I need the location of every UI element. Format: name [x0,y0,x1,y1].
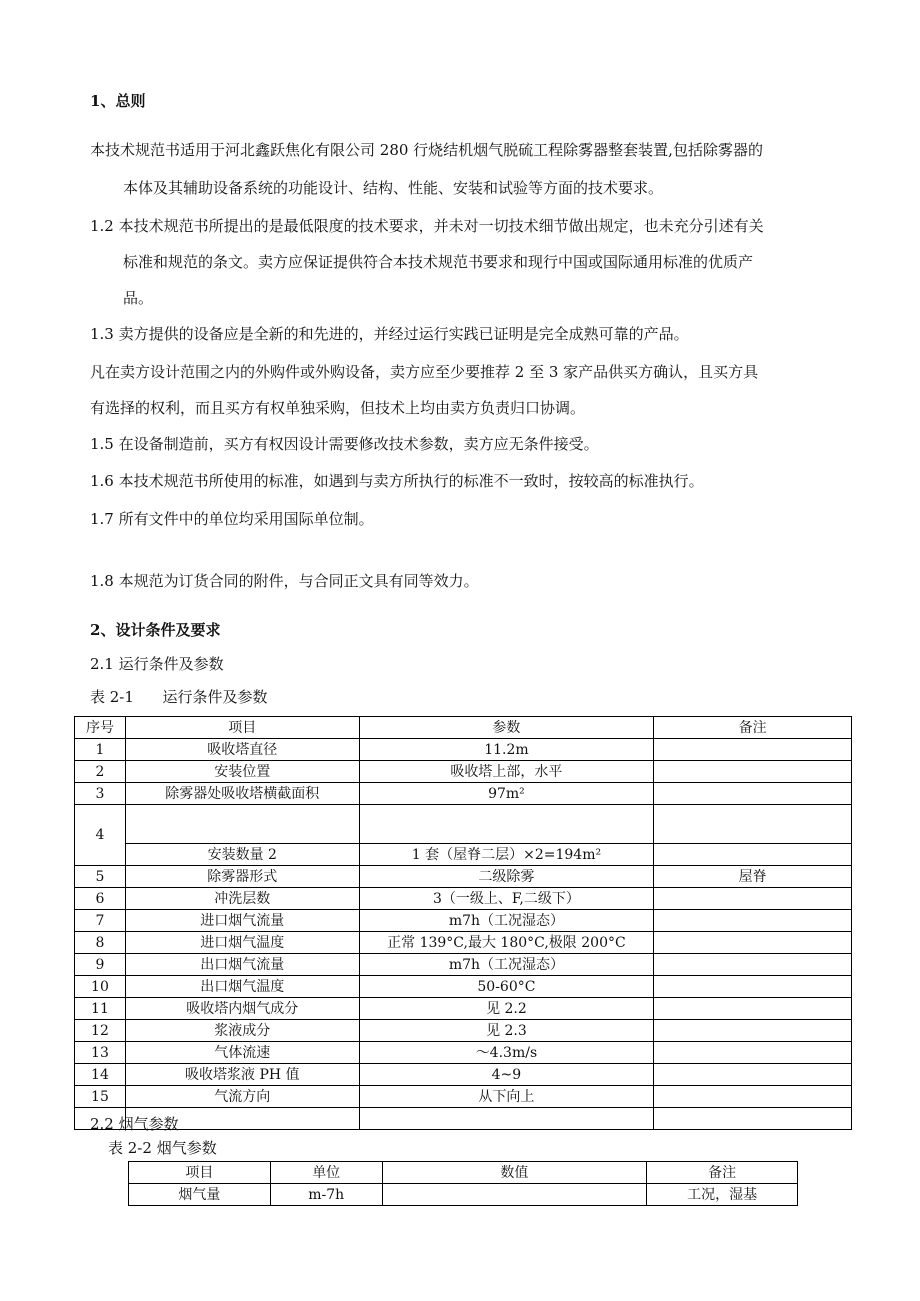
table-cell: 50-60°C [359,976,654,998]
para-1-4-line2: 有选择的权利，而且买方有权单独采购，但技术上均由卖方负责归口协调。 [90,399,586,417]
section-1-number: 1 [90,92,101,110]
table-cell [654,783,852,805]
table-2-1 [74,716,852,1130]
table-cell: 5 [75,866,126,888]
table-cell [654,910,852,932]
table-cell: 6 [75,888,126,910]
para-1-5: 1.5 在设备制造前，买方有权因设计需要修改技术参数，卖方应无条件接受。 [90,435,599,453]
table-cell: 屋脊 [654,866,852,888]
table-cell: 4 [75,805,126,866]
table-cell [654,976,852,998]
table-cell [654,805,852,844]
table-cell: 12 [75,1020,126,1042]
table-cell: 15 [75,1086,126,1108]
table-header-row [75,717,852,739]
table-header-cell: 参数 [359,717,654,739]
table-cell: 吸收塔浆液 PH 值 [125,1064,359,1086]
table-cell [382,1184,647,1206]
subsection-2-2-heading: 2.2 烟气参数 [90,1115,179,1133]
table-cell [654,1108,852,1130]
table-row [75,1086,852,1108]
table-row [129,1184,798,1206]
table-cell: 出口烟气温度 [125,976,359,998]
table-cell: 10 [75,976,126,998]
table-cell: 从下向上 [359,1086,654,1108]
para-1-4-line1: 凡在卖方设计范围之内的外购件或外购设备，卖方应至少要推荐 2 至 3 家产品供买方确认，且买方具 [90,363,759,381]
table-row [75,866,852,888]
table-cell: 进口烟气流量 [125,910,359,932]
table-row [75,805,852,844]
table-cell [125,805,359,844]
table-row [75,739,852,761]
table-cell: 11.2m [359,739,654,761]
table-header-cell: 单位 [270,1162,382,1184]
table-row [75,954,852,976]
table-row [75,761,852,783]
para-1-2-line1: 1.2 本技术规范书所提出的是最低限度的技术要求，并未对一切技术细节做出规定，也未充分引述有关 [90,217,764,235]
section-2-number: 2 [90,621,101,639]
table-cell: 9 [75,954,126,976]
table-cell: 13 [75,1042,126,1064]
table-cell [654,844,852,866]
table-cell: 8 [75,932,126,954]
table-cell: 14 [75,1064,126,1086]
table-cell [654,932,852,954]
table-cell: 3 [75,783,126,805]
table-cell [654,761,852,783]
table-2-2-caption: 表 2-2 烟气参数 [108,1139,217,1157]
table-cell: 3（一级上、F,二级下） [359,888,654,910]
para-1-8: 1.8 本规范为订货合同的附件，与合同正文具有同等效力。 [90,572,479,590]
table-row [75,1064,852,1086]
para-1-3: 1.3 卖方提供的设备应是全新的和先进的，并经过运行实践已证明是完全成熟可靠的产品。 [90,325,689,343]
table-cell: 浆液成分 [125,1020,359,1042]
table-cell [654,888,852,910]
table-cell [359,1108,654,1130]
table-cell: 安装数量 2 [125,844,359,866]
table-row [75,976,852,998]
table-cell: ～4.3m/s [359,1042,654,1064]
table-cell [654,954,852,976]
table-cell: m7h（工况湿态） [359,910,654,932]
section-1-title: 、总则 [100,92,146,110]
table-cell [654,1064,852,1086]
table-row [75,998,852,1020]
table-2-1-caption: 表 2-1 运行条件及参数 [90,688,268,706]
table-cell: m7h（工况湿态） [359,954,654,976]
section-2-heading [90,620,220,640]
para-1-1-line1: 本技术规范书适用于河北鑫跃焦化有限公司 280 行烧结机烟气脱硫工程除雾器整套装置,包括除雾器的 [90,141,763,159]
para-1-6: 1.6 本技术规范书所使用的标准，如遇到与卖方所执行的标准不一致时，按较高的标准执行。 [90,472,704,490]
table-header-cell: 项目 [125,717,359,739]
subsection-2-1-heading: 2.1 运行条件及参数 [90,655,224,673]
table-row [75,844,852,866]
table-row [75,910,852,932]
table-cell: 见 2.3 [359,1020,654,1042]
table-cell: 除雾器处吸收塔横截面积 [125,783,359,805]
table-cell: 吸收塔内烟气成分 [125,998,359,1020]
table-cell: 1 [75,739,126,761]
table-cell: 2 [75,761,126,783]
table-cell [654,998,852,1020]
table-cell: 进口烟气温度 [125,932,359,954]
para-1-1-line2: 本体及其辅助设备系统的功能设计、结构、性能、安装和试验等方面的技术要求。 [123,179,664,197]
table-header-row [129,1162,798,1184]
table-cell [359,805,654,844]
table-row [75,1108,852,1130]
table-cell: 97m² [359,783,654,805]
table-cell [654,1086,852,1108]
table-cell: 气流方向 [125,1086,359,1108]
table-2-2 [128,1161,798,1206]
table-cell: 11 [75,998,126,1020]
table-cell: 烟气量 [129,1184,271,1206]
table-cell: 见 2.2 [359,998,654,1020]
table-cell: 二级除雾 [359,866,654,888]
table-cell: 正常 139°C,最大 180°C,极限 200°C [359,932,654,954]
para-1-2-line2: 标准和规范的条文。卖方应保证提供符合本技术规范书要求和现行中国或国际通用标准的优质产 [123,253,754,271]
para-1-2-line3: 品。 [123,289,154,307]
table-header-cell: 项目 [129,1162,271,1184]
table-row [75,1020,852,1042]
table-row [75,1042,852,1064]
table-cell [654,1042,852,1064]
table-cell: 除雾器形式 [125,866,359,888]
table-row [75,783,852,805]
para-1-7: 1.7 所有文件中的单位均采用国际单位制。 [90,510,374,528]
table-cell: 安装位置 [125,761,359,783]
table-cell: 1 套（屋脊二层）×2=194m² [359,844,654,866]
table-cell: 气体流速 [125,1042,359,1064]
table-header-cell: 备注 [647,1162,798,1184]
section-2-title: 、设计条件及要求 [100,621,221,639]
section-1-heading [90,91,145,111]
table-row [75,932,852,954]
table-cell: 吸收塔直径 [125,739,359,761]
table-cell [654,739,852,761]
table-cell: 4~9 [359,1064,654,1086]
table-cell: 冲洗层数 [125,888,359,910]
table-cell: m-7h [270,1184,382,1206]
table-cell: 7 [75,910,126,932]
table-cell: 吸收塔上部，水平 [359,761,654,783]
table-header-cell: 序号 [75,717,126,739]
table-row [75,888,852,910]
table-header-cell: 数值 [382,1162,647,1184]
table-cell: 出口烟气流量 [125,954,359,976]
table-cell [654,1020,852,1042]
table-cell: 工况，湿基 [647,1184,798,1206]
table-header-cell: 备注 [654,717,852,739]
